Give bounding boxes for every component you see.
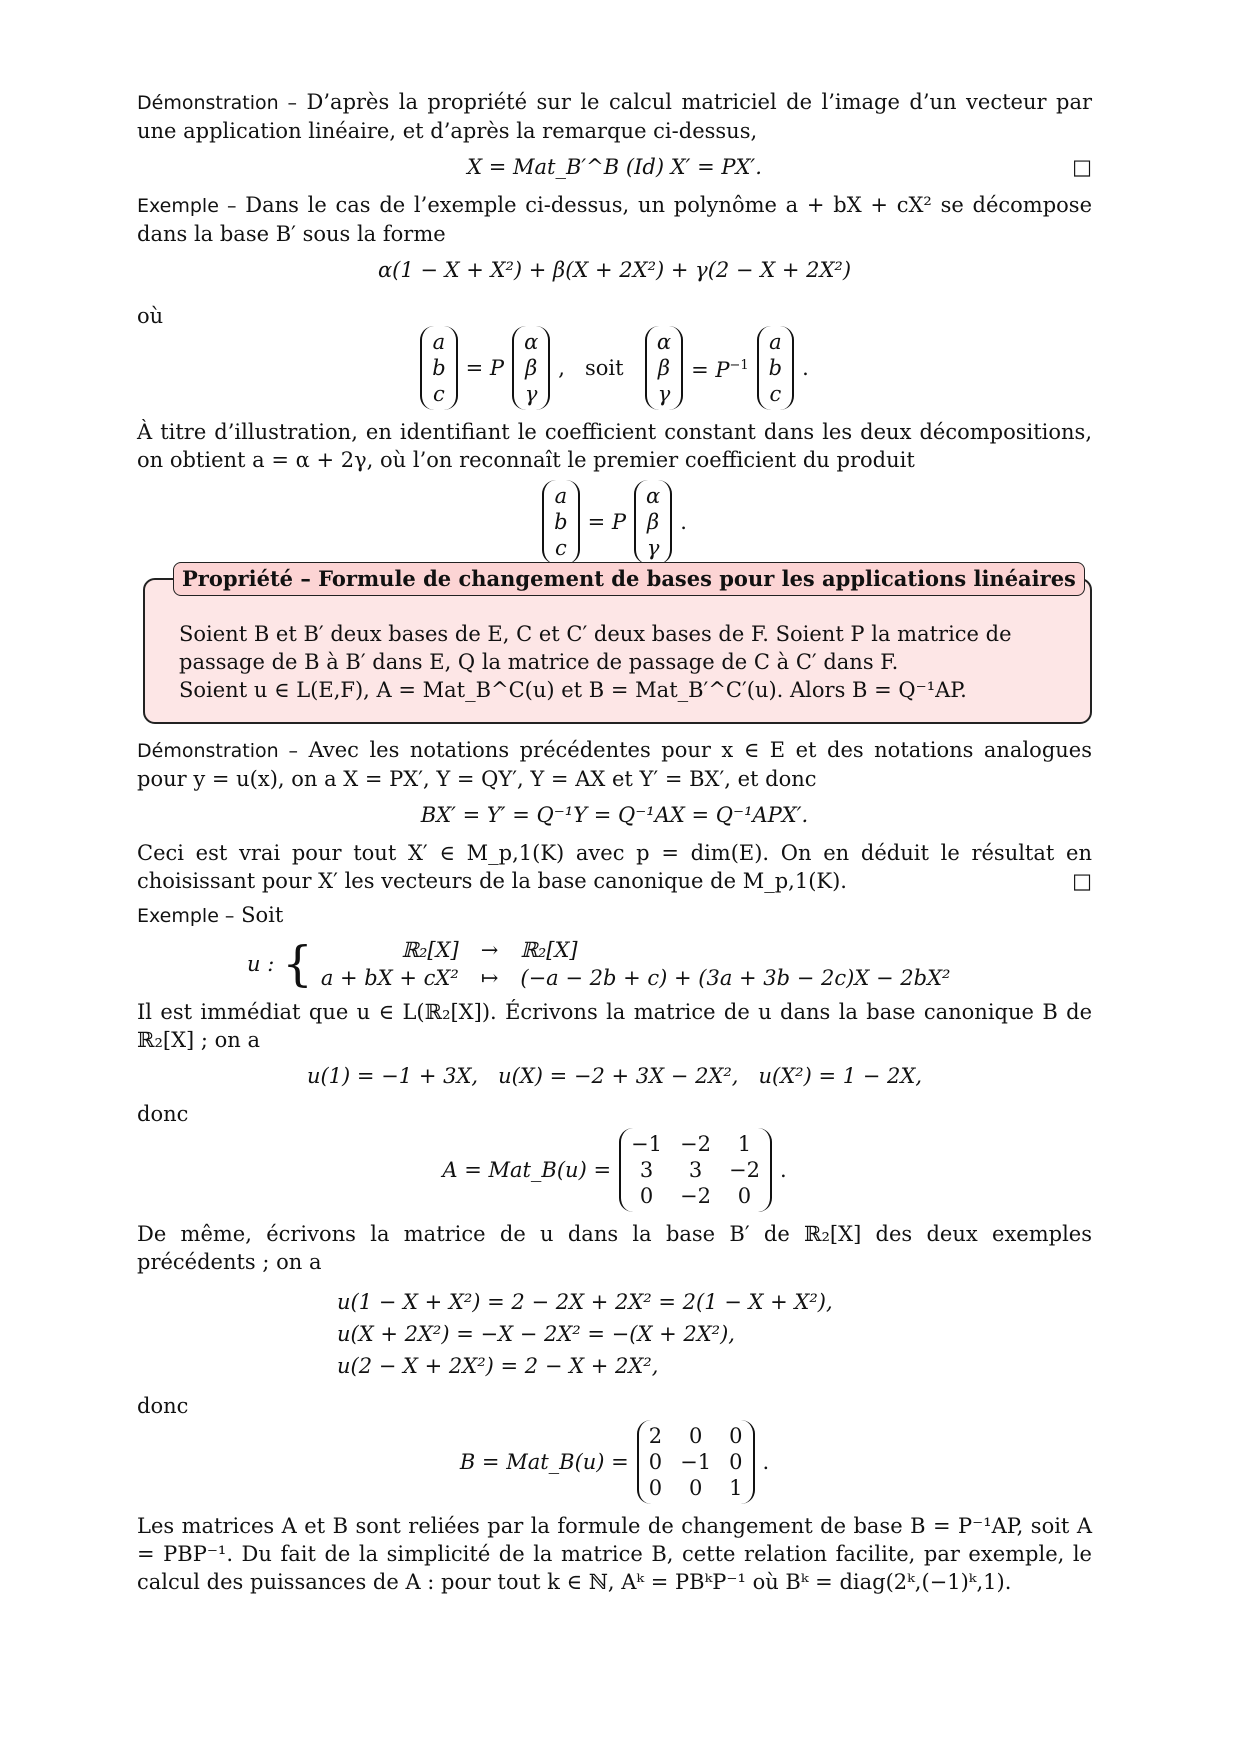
vector-greek-3: [634, 480, 672, 564]
vec-entry: c: [433, 382, 445, 406]
matrix-entry: 0: [688, 1476, 703, 1500]
qed-icon: □: [1072, 869, 1092, 893]
equation-x-px: [137, 153, 1092, 181]
vec-entry: γ: [646, 536, 660, 560]
conclusion-text: Ceci est vrai pour tout X′ ∈ M_p,1(K) avec p = dim(E). On en déduit le résultat en choisissant pour X′ les vecteurs de la base canonique de M_p,1(K).: [137, 841, 1092, 893]
matrix-b-equation: B = Mat_B(u) = 2 0 0 0 −1 0 0 0 1 .: [137, 1420, 1092, 1504]
decomposition-equation: [137, 256, 1092, 284]
matrix-entry: 0: [639, 1184, 654, 1208]
matrix-entry: 1: [729, 1476, 743, 1500]
demonstration-text: Avec les notations précédentes pour x ∈ E et des notations analogues pour y = u(x), on a X = PX′, Y = QY′, Y = AX et Y′ = BX′, et donc: [137, 738, 1092, 791]
brace-icon: {: [282, 936, 313, 992]
base-b-prime-paragraph: De même, écrivons la matrice de u dans la base B′ de ℝ₂[X] des deux exemples précédents ; on a: [137, 1222, 1092, 1274]
donc-word-2: donc: [137, 1394, 189, 1418]
map-definition: [247, 936, 1092, 992]
map-grid: [321, 936, 951, 992]
matrix-b: [637, 1420, 755, 1504]
vec-entry: α: [646, 484, 661, 508]
demonstration-label: Démonstration –: [137, 740, 299, 762]
vec-entry: a: [554, 484, 568, 508]
example-intro: Soit: [241, 903, 284, 927]
final-paragraph: Les matrices A et B sont reliées par la formule de changement de base B = P⁻¹AP, soit A = PBP⁻¹. Du fait de la simplicité de la matrice B, cette relation facilite, par exemple, le calcul des puissances de A : pour tout k ∈ ℕ, Aᵏ = PBᵏP⁻¹ où Bᵏ = diag(2ᵏ,(−1)ᵏ,1).: [137, 1514, 1092, 1594]
matrix-entry: −2: [680, 1184, 711, 1208]
map-input: a + bX + cX²: [320, 966, 459, 990]
demonstration-label: Démonstration –: [137, 92, 298, 114]
canonical-paragraph: Il est immédiat que u ∈ L(ℝ₂[X]). Écrivons la matrice de u dans la base canonique B de ℝ₂[X] ; on a: [137, 1000, 1092, 1052]
equation-bx: [137, 801, 1092, 829]
image-equation-2: u(X + 2X²) = −X − 2X² = −(X + 2X²),: [337, 1322, 735, 1346]
equation-text: X = Mat_B′^B (Id) X′ = PX′.: [467, 155, 762, 179]
vector-abc: [420, 326, 457, 410]
matrix-b-label: B = Mat_B(u) =: [459, 1450, 629, 1474]
demonstration-1: [137, 88, 1092, 145]
map-arrow: →: [480, 938, 499, 962]
vec-entry: b: [768, 356, 783, 380]
soit-word: soit: [584, 356, 624, 380]
matrix-entry: 0: [648, 1450, 663, 1474]
matrix-entry: 0: [729, 1424, 743, 1448]
vector-abc-3: [542, 480, 579, 564]
vec-entry: β: [647, 510, 660, 534]
map-to: ↦: [480, 966, 499, 990]
property-line-1: Soient B et B′ deux bases de E, C et C′ deux bases de F. Soient P la matrice de passage de B à B′ dans E, Q la matrice de passage de C à C′ dans F.: [179, 622, 1012, 674]
vec-entry: α: [656, 330, 672, 354]
matrix-entry: −2: [680, 1132, 711, 1156]
matrix-entry: 0: [729, 1450, 743, 1474]
matrix-entry: 3: [688, 1158, 703, 1182]
images-b-prime: [337, 1286, 1092, 1382]
vec-entry: α: [524, 330, 539, 354]
matrix-entry: 0: [648, 1476, 663, 1500]
vector-abc-2: [757, 326, 794, 410]
matrix-entry: 0: [737, 1184, 752, 1208]
images-equation: [137, 1062, 1092, 1090]
example-2: [137, 901, 1092, 930]
demonstration-conclusion: [137, 839, 1092, 895]
matrix-entry: −1: [631, 1132, 663, 1156]
vec-entry: b: [432, 356, 446, 380]
matrix-entry: 0: [688, 1424, 703, 1448]
image-equation-3: u(2 − X + 2X²) = 2 − X + 2X²,: [337, 1354, 659, 1378]
vec-entry: c: [769, 382, 782, 406]
property-box: [143, 566, 1092, 724]
ou-word: où: [137, 304, 164, 328]
matrix-entry: −2: [728, 1158, 760, 1182]
vector-greek-2: [645, 326, 683, 410]
example-1: [137, 191, 1092, 248]
image-equation-1: u(1 − X + X²) = 2 − 2X + 2X² = 2(1 − X + X²),: [337, 1290, 833, 1314]
vec-entry: γ: [524, 382, 538, 406]
vector-greek: [512, 326, 550, 410]
matrix-entry: 1: [737, 1132, 752, 1156]
property-line-2: Soient u ∈ L(E,F), A = Mat_B^C(u) et B = Mat_B′^C′(u). Alors B = Q⁻¹AP.: [179, 678, 967, 702]
map-name: u :: [247, 952, 275, 976]
vec-entry: a: [432, 330, 446, 354]
example-label: Exemple –: [137, 195, 237, 217]
page-content: [137, 88, 1092, 1602]
map-output: (−a − 2b + c) + (3a + 3b − 2c)X − 2bX²: [520, 966, 951, 990]
vector-relation: a b c = P α β γ , soit α β γ = $P^{-1}$ a b c .: [137, 326, 1092, 410]
equation-text: BX′ = Y′ = Q⁻¹Y = Q⁻¹AX = Q⁻¹APX′.: [420, 803, 809, 827]
demonstration-2: [137, 736, 1092, 793]
property-title: Propriété – Formule de changement de bases pour les applications linéaires: [173, 562, 1085, 596]
vec-entry: γ: [657, 382, 671, 406]
matrix-entry: 2: [648, 1424, 663, 1448]
matrix-a-label: A = Mat_B(u) =: [442, 1158, 612, 1182]
product-relation: a b c = P α β γ .: [137, 480, 1092, 564]
donc-word: donc: [137, 1102, 189, 1126]
example-label: Exemple –: [137, 905, 235, 927]
vec-entry: β: [525, 356, 538, 380]
matrix-a: [619, 1128, 772, 1212]
matrix-entry: −1: [680, 1450, 712, 1474]
images-text: u(1) = −1 + 3X, u(X) = −2 + 3X − 2X², u(X²) = 1 − 2X,: [306, 1064, 923, 1088]
vec-entry: a: [769, 330, 782, 354]
example-text: Dans le cas de l’exemple ci-dessus, un polynôme a + bX + cX² se décompose dans la base B′ sous la forme: [137, 193, 1092, 246]
vec-entry: c: [554, 536, 567, 560]
matrix-a-equation: A = Mat_B(u) = −1 −2 1 3 3 −2 0 −2 0 .: [137, 1128, 1092, 1212]
map-codomain: ℝ₂[X]: [520, 938, 578, 962]
demonstration-text: D’après la propriété sur le calcul matriciel de l’image d’un vecteur par une application linéaire, et d’après la remarque ci-dessus,: [137, 90, 1093, 143]
map-domain: ℝ₂[X]: [401, 938, 459, 962]
qed-icon: □: [1072, 155, 1092, 179]
matrix-entry: 3: [639, 1158, 654, 1182]
decomposition-text: α(1 − X + X²) + β(X + 2X²) + γ(2 − X + 2X²): [377, 258, 852, 282]
vec-entry: β: [657, 356, 671, 380]
illustration-paragraph: À titre d’illustration, en identifiant le coefficient constant dans les deux décompositions, on obtient a = α + 2γ, où l’on reconnaît le premier coefficient du produit: [137, 420, 1092, 472]
vec-entry: b: [554, 510, 568, 534]
